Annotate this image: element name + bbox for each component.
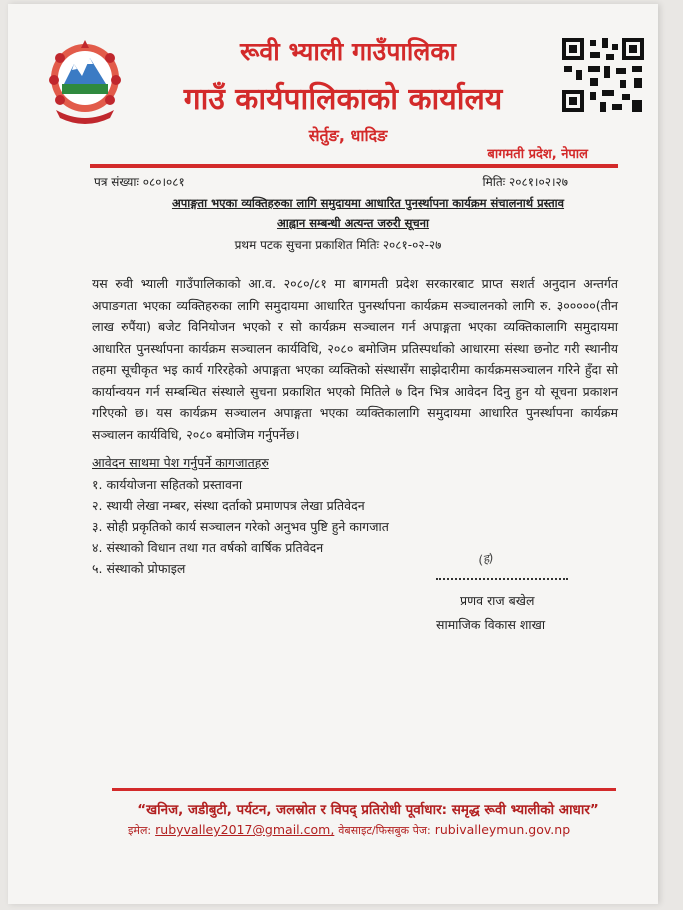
documents-heading: आवेदन साथमा पेश गर्नुपर्ने कागजातहरु [92,455,269,470]
list-item: ४. संस्थाको विधान तथा गत वर्षको वार्षिक प्रतिवेदन [92,540,324,555]
municipality-name: रूवी भ्याली गाउँपालिका [239,37,457,66]
email-link[interactable]: rubyvalley2017@gmail.com, [155,822,335,837]
office-title: गाउँ कार्यपालिकाको कार्यालय [183,82,503,117]
qr-code-icon [560,36,646,114]
signatory-branch: सामाजिक विकास शाखा [436,617,546,632]
reference-label: पत्र संख्याः [94,175,139,189]
footer-contacts [128,822,598,838]
office-location: सेर्तुङ, धादिङ [308,126,388,145]
list-item: ५. संस्थाको प्रोफाइल [92,561,186,576]
signatory-name: प्रणव राज बखेल [460,593,535,608]
reference-value: ०८०।०८१ [142,175,185,189]
email-label: इमेल: [128,824,152,837]
footer-slogan: “खनिज, जडीबुटी, पर्यटन, जलस्रोत र विपद् प्रतिरोधी पूर्वाधार: समृद्ध रूवी भ्यालीको आधार” [137,802,599,818]
date-label: मितिः [482,175,506,189]
documents-list [92,474,389,579]
publication-date: प्रथम पटक सुचना प्रकाशित मितिः २०८१-०२-२७ [234,238,442,252]
letter-date [482,173,568,190]
website-link[interactable]: rubivalleymun.gov.np [434,822,571,837]
website-label: वेबसाइट/फिसबुक पेज: [338,824,431,837]
government-emblem-icon [46,36,124,126]
province-label: बागमती प्रदेश, नेपाल [487,147,588,162]
list-item: ३. सोही प्रकृतिको कार्य सञ्चालन गरेको अनुभव पुष्टि हुने कागजात [92,519,389,534]
notice-body: यस रुवी भ्याली गाउँपालिकाको आ.व. २०८०/८१ मा बागमती प्रदेश सरकारबाट प्राप्त सशर्त अनुदान अन्तर्गत अपाङगता भएका व्यक्तिहरुका लागि समुदायमा आधारित पुनर्स्थापना कार्यक्रम सञ्चालनको लागि रु. ३०००००(तीन लाख रुपैंया) बजेट विनियोजन भएको र सो कार्यक्रम सञ्चालन गर्न अपाङ्गता भएका व्यक्तिकालागि समुदायमा आधारित पुनर्स्थापना कार्यक्रम सञ्चालन कार्यविधि, २०८० बमोजिम प्रतिस्पर्धाको आधारमा संस्था छनोट गरी स्थानीय तहमा सूचीकृत भइ कार्य गरिरहेको अपाङ्गता भएका व्यक्तिको संस्थासँग साझेदारीमा कार्यक्रमसञ्चालन गरिने हुँदा सो कार्यान्वयन गर्न सम्बन्धित संस्थाले सुचना प्रकाशित भएको मितिले ७ दिन भित्र आवेदन दिनु हुन यो सूचना प्रकाशन गरिएको छ। यस कार्यक्रम सञ्चालन अपाङ्गता भएका व्यक्तिकालागि समुदायमा आधारित पुनर्स्थापना कार्यक्रम सञ्चालन कार्यविधि, २०८० बमोजिम गर्नुपर्नेछ। [92,276,618,442]
signature-mark: (ह) [476,550,496,568]
footer-divider [112,788,616,791]
signature-line [436,578,568,580]
date-value: २०८१।०२।२७ [508,175,568,189]
list-item: २. स्थायी लेखा नम्बर, संस्था दर्ताको प्रमाणपत्र लेखा प्रतिवेदन [92,498,365,513]
letter-page [8,4,658,904]
list-item: १. कार्ययोजना सहितको प्रस्तावना [92,477,243,492]
header-divider [90,164,618,168]
subject-line-2: आह्वान सम्बन्धी अत्यन्त जरुरी सूचना [276,216,430,230]
reference-number [94,173,185,190]
subject-line-1: अपाङ्गता भएका व्यक्तिहरुका लागि समुदायमा आधारित पुनर्स्थापना कार्यक्रम संचालनार्थ प्रस्ताव [171,196,565,210]
